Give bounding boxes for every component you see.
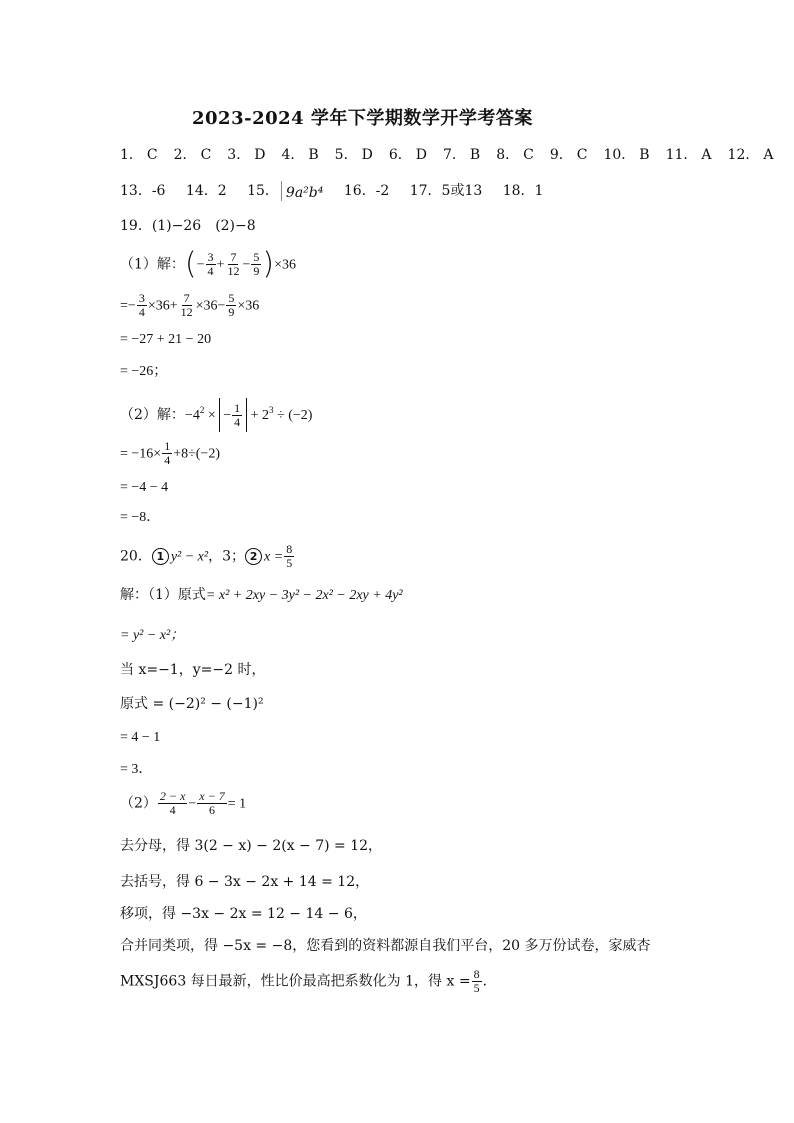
absolute-value: − $\frac{1}{4}$ xyxy=(219,398,247,432)
answer-8: 8． C xyxy=(496,147,534,163)
q19-part1-line4: = −26； xyxy=(120,364,168,379)
q19-part2-line1: （2）解：$-4^2$ × − $\frac{1}{4}$ + $2^3 \div (-2)$ xyxy=(120,398,312,432)
q19-part2-line4: = −8． xyxy=(120,510,161,525)
q20-step-5: MXSJ663 每日最新，性比价最高把系数化为 1，得 x = $\frac{8}{5}$ ． xyxy=(120,967,497,995)
fraction: $\frac{7}{12}$ xyxy=(180,291,193,319)
handwritten-answer: 9a²b⁴ xyxy=(281,181,323,201)
answer-7: 7． B xyxy=(442,147,481,163)
answer-10: 10． B xyxy=(603,147,650,163)
q20-solution-line4: 原式 = (−2)² − (−1)² xyxy=(120,696,264,712)
solution-label: （2）解： xyxy=(120,407,185,423)
fraction: $\frac{5}{9}$ xyxy=(228,291,235,319)
answers-row-1 xyxy=(120,145,790,165)
answer-12: 12． A xyxy=(727,147,774,163)
fraction: $\frac{8}{5}$ xyxy=(473,967,480,995)
answer-15-number: 15． xyxy=(247,183,279,199)
answer-16: 16．-2 xyxy=(343,183,390,199)
q19-part1-line3: = −27 + 21 − 20 xyxy=(120,332,212,347)
answer-3: 3． D xyxy=(227,147,266,163)
answer-1: 1． C xyxy=(120,147,158,163)
answer-2: 2． C xyxy=(173,147,212,163)
fraction: $\frac{2 - x}{4}$ xyxy=(159,789,186,817)
q20-header: 20． 1 y² − x²，3； 2 x = $\frac{8}{5}$ xyxy=(120,542,293,570)
fraction: $\frac{x - 7}{6}$ xyxy=(199,789,225,817)
q19-part1-line1: （1）解：(− $\frac{3}{4}$ + $\frac{7}{12}$ − $\frac{5}{9}$ )×36 xyxy=(120,246,296,282)
q20-solution-line6: = 3． xyxy=(120,762,153,777)
fraction: $\frac{8}{5}$ xyxy=(286,542,293,570)
q20-step-2: 去括号，得 6 − 3x − 2x + 14 = 12， xyxy=(120,874,370,890)
answers-row-2 xyxy=(120,181,559,201)
q20-solution-line2: = y² − x²； xyxy=(120,628,185,643)
fraction: $\frac{3}{4}$ xyxy=(207,250,214,278)
answer-4: 4． B xyxy=(281,147,319,163)
q19-part2-line2: = −16× $\frac{1}{4}$ +8÷(−2) xyxy=(120,439,220,467)
answer-5: 5． D xyxy=(334,147,373,163)
answer-6: 6． D xyxy=(388,147,427,163)
fraction: $\frac{7}{12}$ xyxy=(227,250,240,278)
answer-15 xyxy=(247,181,323,201)
fraction: $\frac{3}{4}$ xyxy=(138,291,145,319)
fraction: $\frac{5}{9}$ xyxy=(253,250,260,278)
q20-part2-equation: （2） $\frac{2 - x}{4}$ − $\frac{x - 7}{6}$ = 1 xyxy=(120,789,247,817)
answer-9: 9． C xyxy=(549,147,588,163)
answer-11: 11． A xyxy=(665,147,712,163)
q20-step-3: 移项，得 −3x − 2x = 12 − 14 − 6， xyxy=(120,906,367,922)
q20-step-4: 合并同类项，得 −5x = −8，您看到的资料都源自我们平台，20 多万份试卷，家威杏 xyxy=(120,938,651,954)
circled-number-2: 2 xyxy=(245,548,262,565)
q20-solution-line1: 解：（1）原式= x² + 2xy − 3y² − 2x² − 2xy + 4y² xyxy=(120,587,403,603)
answer-14: 14．2 xyxy=(185,183,227,199)
solution-label: （1）解： xyxy=(120,256,185,273)
q19-part1-line2: =− $\frac{3}{4}$ ×36+ $\frac{7}{12}$ ×36− $\frac{5}{9}$ ×36 xyxy=(120,291,260,319)
fraction: $\frac{1}{4}$ xyxy=(164,439,171,467)
q19-header: 19．(1)−26 (2)−8 xyxy=(120,218,256,234)
q20-solution-line5: = 4 − 1 xyxy=(120,730,161,745)
q19-part2-line3: = −4 − 4 xyxy=(120,480,169,495)
q20-solution-line3: 当 x=−1，y=−2 时， xyxy=(120,662,266,678)
q20-step-1: 去分母，得 3(2 − x) − 2(x − 7) = 12， xyxy=(120,838,383,854)
answer-13: 13．-6 xyxy=(120,183,166,199)
answer-17: 17．5或13 xyxy=(409,183,483,199)
page-title: 2023-2024 学年下学期数学开学考答案 xyxy=(192,108,533,129)
circled-number-1: 1 xyxy=(152,548,169,565)
answer-18: 18．1 xyxy=(502,183,544,199)
